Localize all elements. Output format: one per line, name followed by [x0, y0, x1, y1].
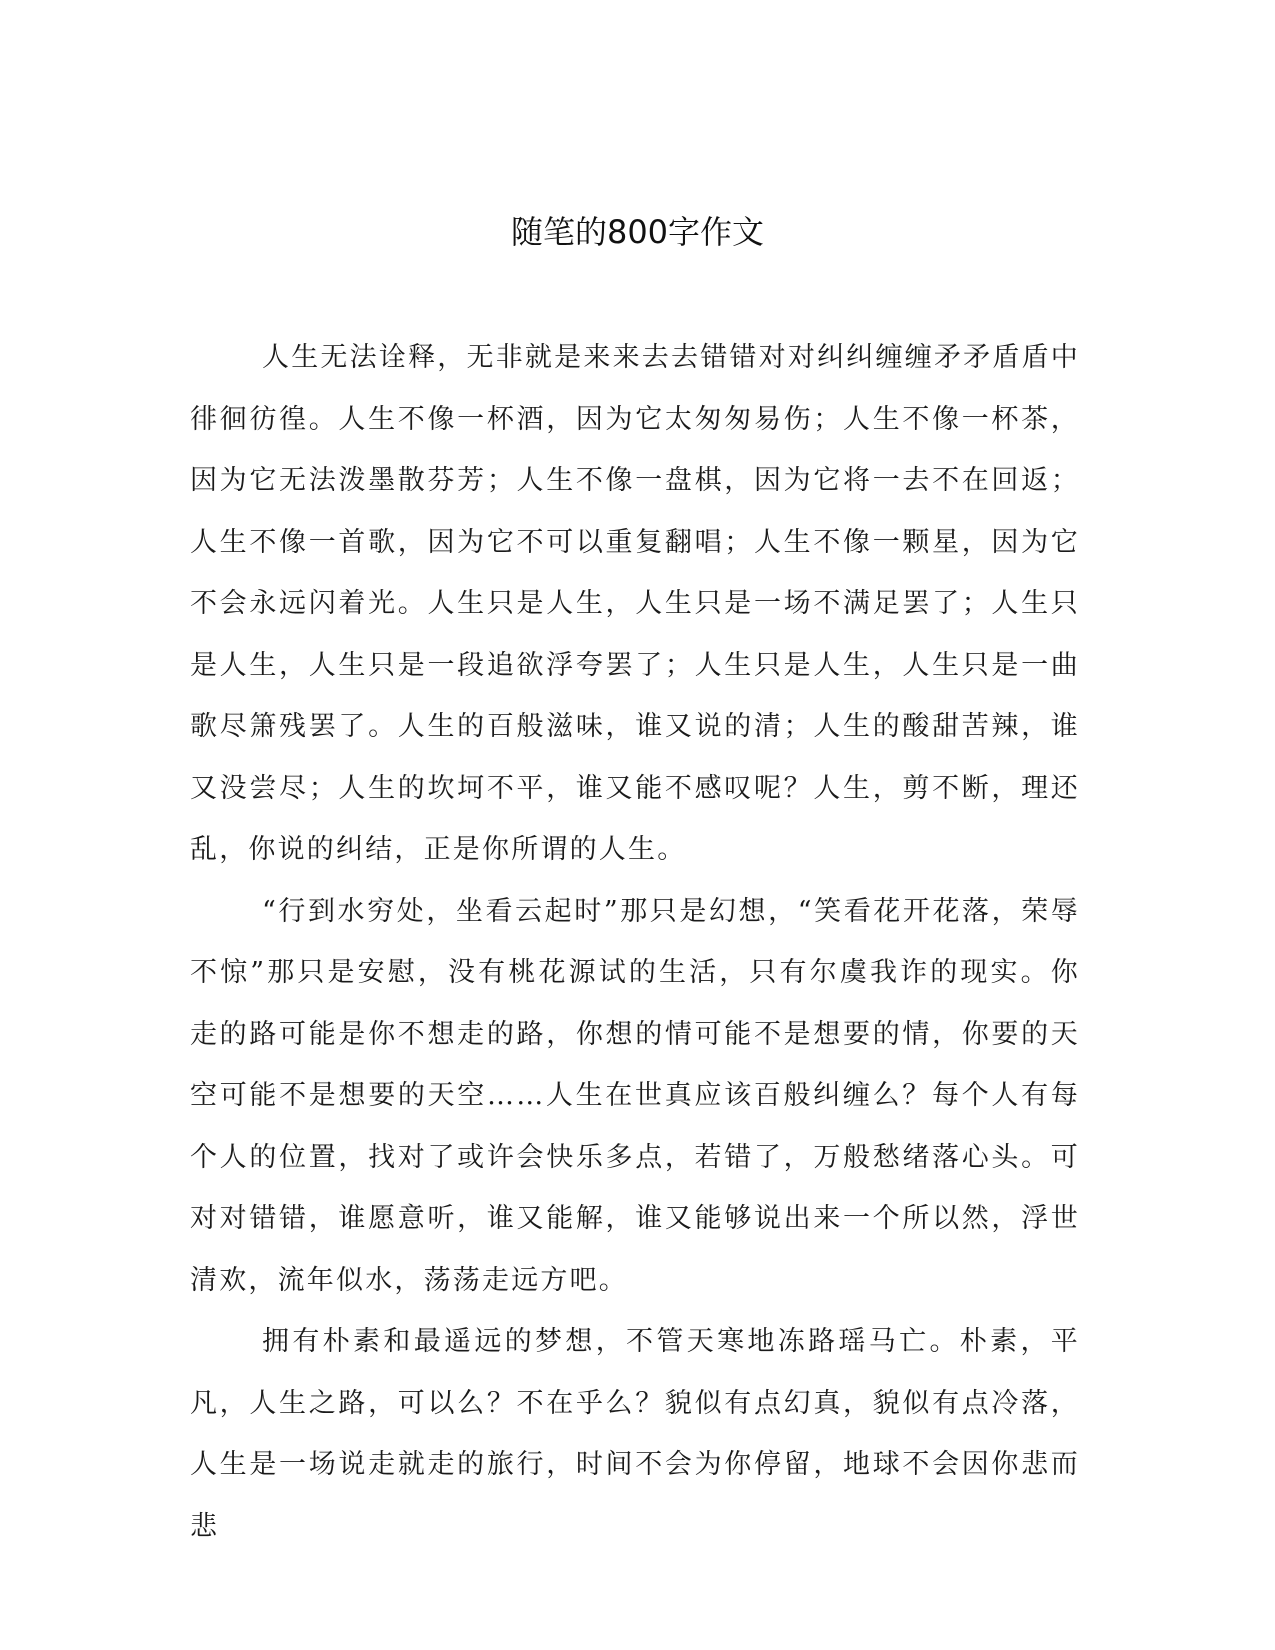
document-body — [190, 327, 1080, 1557]
document-title: 随笔的800字作文 — [510, 213, 765, 251]
paragraph-3: 拥有朴素和最遥远的梦想，不管天寒地冻路瑶马亡。朴素，平凡，人生之路，可以么？不在乎么？貌似有点幻真，貌似有点冷落，人生是一场说走就走的旅行，时间不会为你停留，地球不会因你悲而悲 — [190, 1326, 1080, 1542]
paragraph-2: “行到水穷处，坐看云起时”那只是幻想，“笑看花开花落，荣辱不惊”那只是安慰，没有桃花源试的生活，只有尔虞我诈的现实。你走的路可能是你不想走的路，你想的情可能不是想要的情，你要的天空可能不是想要的天空……人生在世真应该百般纠缠么？每个人有每个人的位置，找对了或许会快乐多点，若错了，万般愁绪落心头。可对对错错，谁愿意听，谁又能解，谁又能够说出来一个所以然，浮世清欢，流年似水，荡荡走远方吧。 — [190, 895, 1080, 1296]
paragraph-1: 人生无法诠释，无非就是来来去去错错对对纠纠缠缠矛矛盾盾中徘徊彷徨。人生不像一杯酒，因为它太匆匆易伤；人生不像一杯茶，因为它无法泼墨散芬芳；人生不像一盘棋，因为它将一去不在回返；人生不像一首歌，因为它不可以重复翻唱；人生不像一颗星，因为它不会永远闪着光。人生只是人生，人生只是一场不满足罢了；人生只是人生，人生只是一段追欲浮夸罢了；人生只是人生，人生只是一曲歌尽箫残罢了。人生的百般滋味，谁又说的清；人生的酸甜苦辣，谁又没尝尽；人生的坎坷不平，谁又能不感叹呢？人生，剪不断，理还乱，你说的纠结，正是你所谓的人生。 — [190, 342, 1080, 865]
